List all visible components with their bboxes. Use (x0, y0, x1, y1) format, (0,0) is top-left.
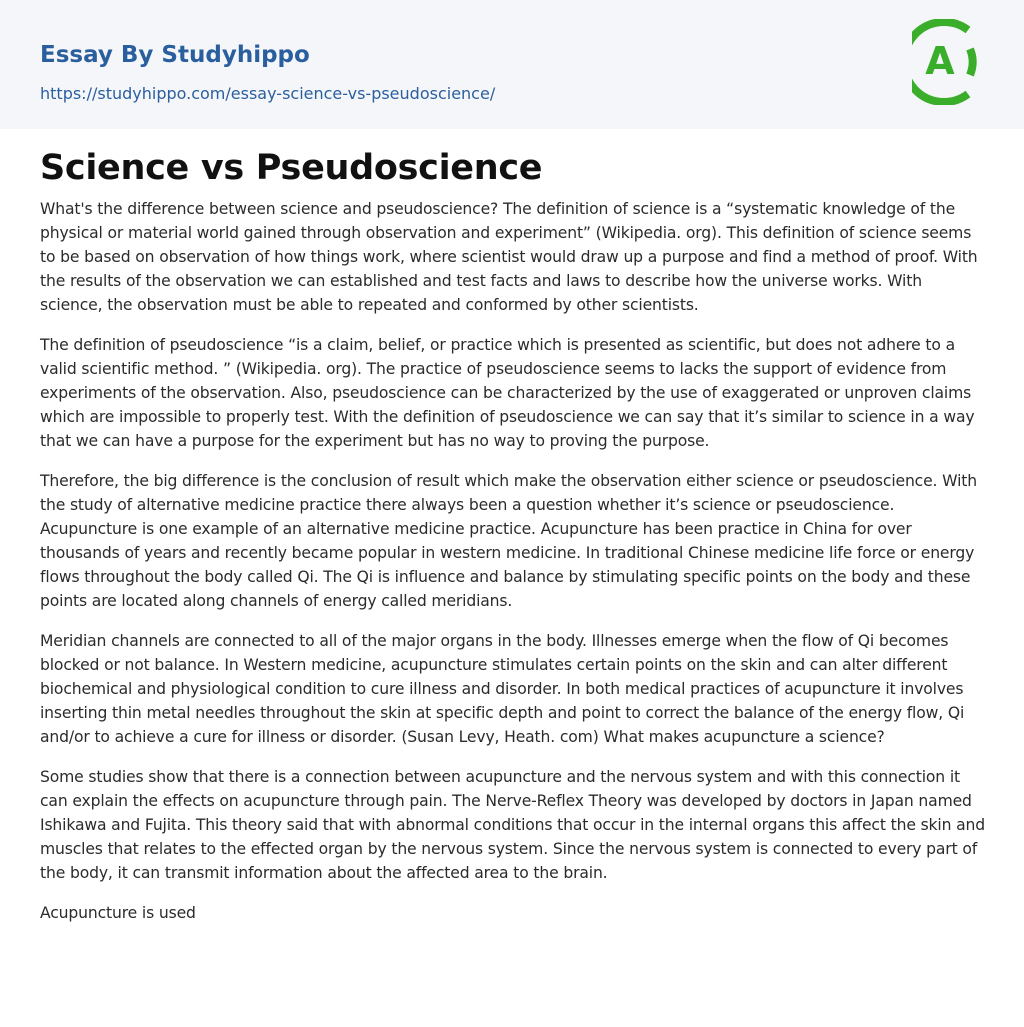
site-brand[interactable]: Essay By Studyhippo (40, 42, 310, 68)
essay-paragraph: Some studies show that there is a connection between acupuncture and the nervous system and with this connection it can explain the effects on acupuncture through pain. The Nerve-Reflex Theory was developed by doctors in Japan named Ishikawa and Fujita. This theory said that with abnormal conditions that occur in the internal organs this affect the skin and muscles that relates to the effected organ by the nervous system. Since the nervous system is connected to every part of the body, it can transmit information about the affected area to the brain. (40, 768, 986, 882)
logo-letter: A (925, 39, 955, 83)
essay-paragraph: Meridian channels are connected to all of the major organs in the body. Illnesses emerge when the flow of Qi becomes blocked or not balance. In Western medicine, acupuncture stimulates certain points on the skin and can alter different biochemical and physiological condition to cure illness and disorder. In both medical practices of acupuncture it involves inserting thin metal needles throughout the skin at specific depth and point to correct the balance of the energy flow, Qi and/or to achieve a cure for illness or disorder. (Susan Levy, Heath. com) What makes acupuncture a science? (40, 632, 965, 746)
essay-paragraph: Acupuncture is used (40, 904, 196, 922)
essay-paragraph: The definition of pseudoscience “is a claim, belief, or practice which is presented as scientific, but does not adhere to a valid scientific method. ” (Wikipedia. org). The practice of pseudoscience seems to lacks the support of evidence from experiments of the observation. Also, pseudoscience can be characterized by the use of exaggerated or unproven claims which are impossible to properly test. With the definition of pseudoscience we can say that it’s similar to science in a way that we can have a purpose for the experiment but has no way to proving the purpose. (40, 336, 975, 450)
essay-url-link[interactable]: https://studyhippo.com/essay-science-vs-pseudoscience/ (40, 84, 496, 103)
essay-title: Science vs Pseudoscience (40, 148, 543, 188)
essay-content (40, 145, 988, 941)
essay-paragraph: Therefore, the big difference is the conclusion of result which make the observation either science or pseudoscience. With the study of alternative medicine practice there always been a question whether it’s science or pseudoscience. Acupuncture is one example of an alternative medicine practice. Acupuncture has been practice in China for over thousands of years and recently became popular in western medicine. In traditional Chinese medicine life force or energy flows throughout the body called Qi. The Qi is influence and balance by stimulating specific points on the body and these points are located along channels of energy called meridians. (40, 472, 977, 610)
essay-paragraph: What's the difference between science and pseudoscience? The definition of science is a “systematic knowledge of the physical or material world gained through observation and experiment” (Wikipedia. org). This definition of science seems to be based on observation of how things work, where scientist would draw up a purpose and find a method of proof. With the results of the observation we can established and test facts and laws to describe how the universe works. With science, the observation must be able to repeated and conformed by other scientists. (40, 200, 978, 314)
studyhippo-logo-icon[interactable] (912, 19, 986, 105)
site-header (0, 0, 1024, 129)
